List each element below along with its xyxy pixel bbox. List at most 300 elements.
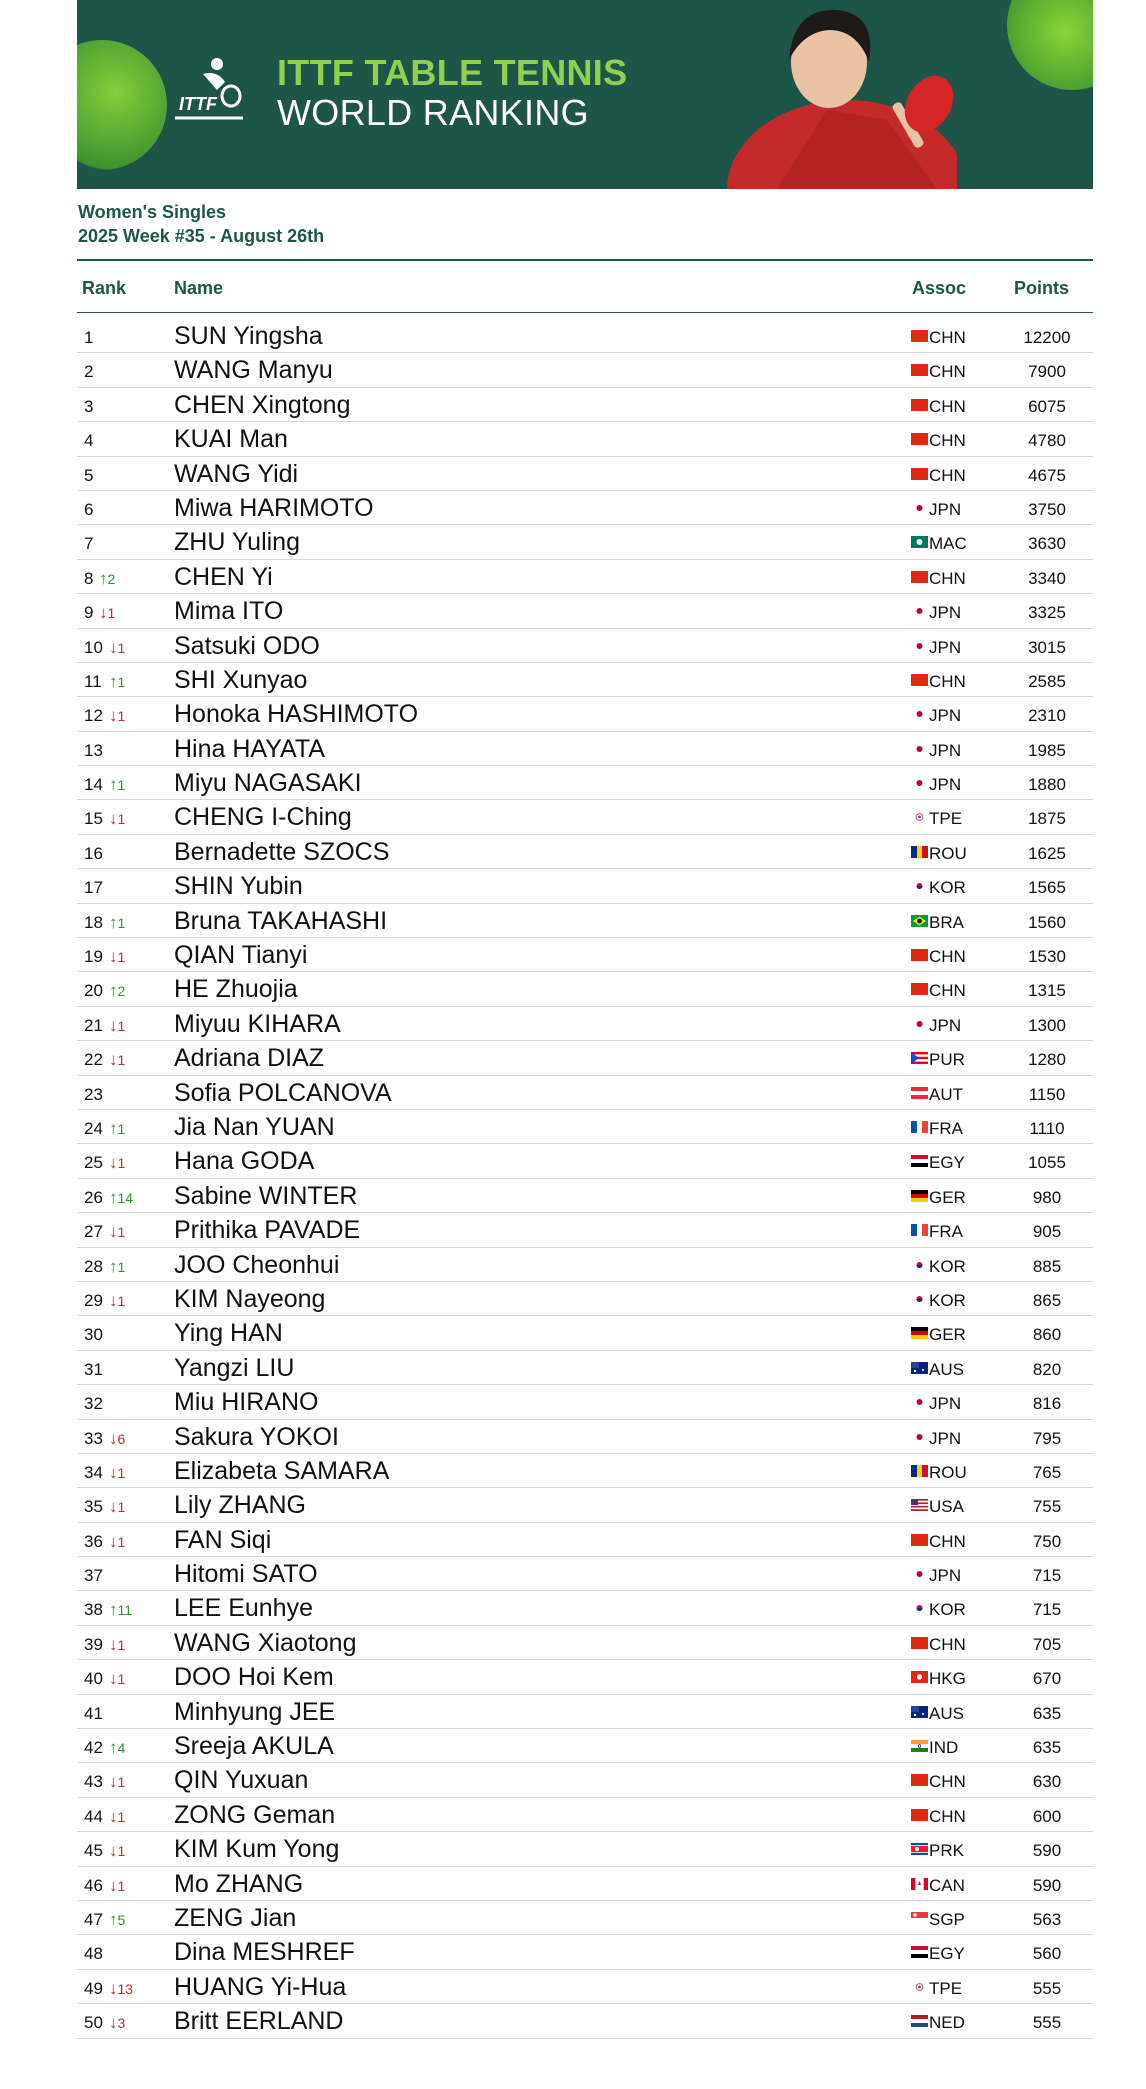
association-code: FRA — [929, 1222, 963, 1242]
player-name: KIM Nayeong — [174, 1284, 326, 1313]
table-row — [77, 800, 1093, 834]
table-row — [77, 1420, 1093, 1454]
rank-number: 13 — [84, 740, 103, 760]
player-name: Sabine WINTER — [174, 1181, 358, 1210]
table-row — [77, 525, 1093, 559]
rank-down-change — [109, 1532, 125, 1552]
rank-down-change — [109, 1429, 125, 1449]
table-row — [77, 1385, 1093, 1419]
rank-number: 25 — [84, 1153, 103, 1173]
association-code: GER — [929, 1187, 966, 1207]
table-row — [77, 1901, 1093, 1935]
player-name: Miyuu KIHARA — [174, 1009, 341, 1038]
arrow-up-icon: ↑ — [109, 775, 118, 795]
flag-icon — [911, 2015, 928, 2027]
divider — [77, 312, 1093, 313]
association-code: FRA — [929, 1118, 963, 1138]
rank-up-change — [109, 1188, 133, 1208]
player-name: Bruna TAKAHASHI — [174, 906, 388, 935]
arrow-up-icon: ↑ — [109, 1256, 118, 1276]
rank-number: 27 — [84, 1222, 103, 1242]
rank-down-change — [109, 1669, 125, 1689]
table-row — [77, 1248, 1093, 1282]
player-name: ZONG Geman — [174, 1800, 336, 1829]
player-name: JOO Cheonhui — [174, 1250, 340, 1279]
ranking-points: 590 — [1032, 1841, 1062, 1861]
flag-icon — [911, 1809, 928, 1821]
ranking-points: 635 — [1032, 1738, 1062, 1758]
flag-icon — [911, 1052, 928, 1064]
table-row — [77, 1867, 1093, 1901]
arrow-down-icon: ↓ — [109, 1669, 118, 1689]
rank-change-value: 1 — [117, 1258, 126, 1275]
ranking-points: 1985 — [1028, 740, 1066, 760]
player-name: Dina MESHREF — [174, 1938, 355, 1967]
player-name: Satsuki ODO — [174, 631, 320, 660]
decor-circle — [1007, 0, 1093, 90]
rank-number: 43 — [84, 1772, 103, 1792]
rank-number: 11 — [84, 671, 102, 691]
table-row — [77, 972, 1093, 1006]
ranking-points: 7900 — [1028, 362, 1066, 382]
rank-number: 39 — [84, 1634, 103, 1654]
rank-number: 40 — [84, 1669, 103, 1689]
ranking-points: 1110 — [1029, 1118, 1065, 1138]
player-name: KIM Kum Yong — [174, 1835, 340, 1864]
flag-icon — [911, 433, 928, 445]
rank-number: 48 — [84, 1944, 103, 1964]
rank-change-value: 1 — [117, 1120, 126, 1137]
table-row — [77, 1282, 1093, 1316]
player-name: QIN Yuxuan — [174, 1766, 309, 1795]
rank-change-value: 1 — [117, 811, 126, 828]
association-code: PRK — [929, 1841, 964, 1861]
player-name: ZHU Yuling — [174, 528, 300, 557]
arrow-down-icon: ↓ — [109, 809, 118, 829]
rank-up-change — [109, 981, 125, 1001]
player-name: Miu HIRANO — [174, 1388, 319, 1417]
player-name: Yangzi LIU — [174, 1353, 295, 1382]
ranking-points: 670 — [1032, 1669, 1062, 1689]
flag-icon — [911, 949, 928, 961]
table-row — [77, 1591, 1093, 1625]
rank-change-value: 1 — [117, 1671, 126, 1688]
rank-number: 23 — [84, 1084, 103, 1104]
rank-change-value: 1 — [117, 914, 126, 931]
player-name: Prithika PAVADE — [174, 1216, 361, 1245]
rank-down-change — [109, 1497, 125, 1517]
ittf-logo — [173, 56, 245, 126]
rank-up-change — [109, 1257, 125, 1277]
ranking-points: 980 — [1032, 1187, 1062, 1207]
banner-title-line1: ITTF TABLE TENNIS — [277, 52, 628, 93]
rank-change-value: 1 — [117, 673, 126, 690]
table-row — [77, 1523, 1093, 1557]
flag-icon — [911, 399, 928, 411]
player-name: Bernadette SZOCS — [174, 837, 390, 866]
flag-icon — [911, 880, 928, 892]
arrow-up-icon: ↑ — [109, 1118, 118, 1138]
player-name: CHENG I-Ching — [174, 803, 352, 832]
flag-icon — [911, 1740, 928, 1752]
table-row — [77, 766, 1093, 800]
flag-icon — [911, 1671, 928, 1683]
ranking-table — [77, 319, 1093, 2039]
ranking-points: 4675 — [1028, 465, 1066, 485]
association-code: AUS — [929, 1359, 964, 1379]
table-row — [77, 353, 1093, 387]
rank-change-value: 1 — [117, 1499, 126, 1516]
table-row — [77, 835, 1093, 869]
association-code: SGP — [929, 1909, 965, 1929]
flag-icon — [911, 1465, 928, 1477]
table-row — [77, 422, 1093, 456]
rank-change-value: 6 — [117, 1430, 126, 1447]
rank-down-change — [109, 706, 125, 726]
flag-icon — [911, 1946, 928, 1958]
category-title: Women's Singles — [78, 202, 226, 222]
table-row — [77, 1179, 1093, 1213]
association-code: CHN — [929, 1531, 966, 1551]
association-code: KOR — [929, 1256, 966, 1276]
ranking-points: 3630 — [1028, 534, 1066, 554]
ranking-points: 705 — [1032, 1634, 1062, 1654]
flag-icon — [911, 605, 928, 617]
arrow-up-icon: ↑ — [109, 1738, 118, 1758]
arrow-down-icon: ↓ — [109, 1634, 118, 1654]
ranking-points: 600 — [1032, 1806, 1062, 1826]
rank-number: 37 — [84, 1566, 103, 1586]
player-name: Lily ZHANG — [174, 1491, 306, 1520]
association-code: CHN — [929, 396, 966, 416]
table-row — [77, 1970, 1093, 2004]
rank-down-change — [109, 1291, 125, 1311]
ranking-points: 630 — [1032, 1772, 1062, 1792]
rank-change-value: 13 — [117, 1980, 134, 1997]
table-row — [77, 1213, 1093, 1247]
banner-title-line2: WORLD RANKING — [277, 92, 589, 133]
association-code: BRA — [929, 912, 964, 932]
ranking-points: 816 — [1032, 1394, 1062, 1414]
association-code: CHN — [929, 981, 966, 1001]
flag-icon — [911, 1155, 928, 1167]
player-name: Miyu NAGASAKI — [174, 769, 362, 798]
rank-change-value: 2 — [107, 570, 116, 587]
decor-circle — [77, 40, 167, 170]
rank-change-value: 11 — [117, 1602, 133, 1619]
ranking-points: 885 — [1032, 1256, 1062, 1276]
arrow-down-icon: ↓ — [109, 637, 118, 657]
player-photo — [717, 0, 957, 189]
rank-number: 34 — [84, 1462, 103, 1482]
rank-down-change — [109, 1841, 125, 1861]
rank-change-value: 1 — [117, 1533, 126, 1550]
association-code: CHN — [929, 362, 966, 382]
ranking-points: 1880 — [1028, 775, 1066, 795]
rank-change-value: 2 — [117, 983, 126, 1000]
flag-icon — [911, 743, 928, 755]
rank-change-value: 4 — [117, 1740, 126, 1757]
ranking-points: 1625 — [1028, 843, 1066, 863]
rank-change-value: 1 — [117, 1224, 126, 1241]
rank-change-value: 1 — [117, 1774, 126, 1791]
rank-down-change — [109, 1016, 125, 1036]
rank-number: 17 — [84, 878, 103, 898]
ranking-points: 1565 — [1028, 878, 1066, 898]
flag-icon — [911, 1362, 928, 1374]
flag-icon — [911, 1534, 928, 1546]
rank-number: 41 — [84, 1703, 103, 1723]
flag-icon — [911, 468, 928, 480]
association-code: JPN — [929, 637, 962, 657]
arrow-up-icon: ↑ — [109, 1187, 118, 1207]
table-row — [77, 1695, 1093, 1729]
table-row — [77, 1557, 1093, 1591]
rank-change-value: 5 — [117, 1911, 126, 1928]
rank-number: 15 — [84, 809, 103, 829]
ranking-points: 555 — [1032, 2013, 1062, 2033]
player-name: Hana GODA — [174, 1147, 315, 1176]
arrow-down-icon: ↓ — [109, 1015, 118, 1035]
player-name: Minhyung JEE — [174, 1697, 336, 1726]
flag-icon — [911, 1706, 928, 1718]
rank-number: 24 — [84, 1118, 103, 1138]
flag-icon — [911, 1018, 928, 1030]
rank-up-change — [109, 913, 125, 933]
rank-number: 4 — [84, 431, 94, 451]
table-row — [77, 1626, 1093, 1660]
table-row — [77, 1660, 1093, 1694]
table-row — [77, 1454, 1093, 1488]
association-code: GER — [929, 1325, 966, 1345]
ranking-points: 1315 — [1028, 981, 1066, 1001]
ranking-points: 3015 — [1028, 637, 1066, 657]
table-row — [77, 1110, 1093, 1144]
player-name: Ying HAN — [174, 1319, 283, 1348]
ranking-points: 820 — [1032, 1359, 1062, 1379]
ranking-points: 715 — [1032, 1566, 1062, 1586]
divider — [77, 259, 1093, 261]
rank-down-change — [109, 1979, 133, 1999]
rank-number: 36 — [84, 1531, 103, 1551]
table-row — [77, 1798, 1093, 1832]
association-code: USA — [929, 1497, 964, 1517]
association-code: AUT — [929, 1084, 963, 1104]
flag-icon — [911, 1912, 928, 1924]
association-code: CHN — [929, 328, 966, 347]
ranking-points: 1055 — [1028, 1153, 1066, 1173]
flag-icon — [911, 1499, 928, 1511]
arrow-up-icon: ↑ — [109, 1909, 118, 1929]
arrow-down-icon: ↓ — [109, 1153, 118, 1173]
player-name: Jia Nan YUAN — [174, 1112, 335, 1141]
rank-number: 20 — [84, 981, 103, 1001]
ranking-points: 1875 — [1028, 809, 1066, 829]
table-row — [77, 319, 1093, 353]
association-code: CHN — [929, 1806, 966, 1826]
arrow-down-icon: ↓ — [109, 1841, 118, 1861]
flag-icon — [911, 1843, 928, 1855]
flag-icon — [911, 536, 928, 548]
rank-down-change — [109, 1772, 125, 1792]
player-name: Adriana DIAZ — [174, 1044, 325, 1073]
flag-icon — [911, 1878, 928, 1890]
flag-icon — [911, 1981, 928, 1993]
ranking-points: 865 — [1032, 1290, 1062, 1310]
table-row — [77, 491, 1093, 525]
rank-number: 42 — [84, 1738, 103, 1758]
rank-up-change — [99, 569, 115, 589]
player-name: LEE Eunhye — [174, 1594, 313, 1623]
flag-icon — [911, 674, 928, 686]
association-code: JPN — [929, 775, 962, 795]
table-row — [77, 1076, 1093, 1110]
rank-change-value: 1 — [117, 1808, 126, 1825]
table-row — [77, 938, 1093, 972]
rank-change-value: 3 — [117, 2015, 126, 2032]
rank-change-value: 1 — [117, 1843, 126, 1860]
table-row — [77, 1144, 1093, 1178]
rank-change-value: 1 — [117, 708, 126, 725]
flag-icon — [911, 1224, 928, 1236]
table-row — [77, 732, 1093, 766]
rank-change-value: 1 — [117, 1292, 126, 1309]
rank-number: 8 — [84, 568, 94, 588]
arrow-down-icon: ↓ — [109, 1875, 118, 1895]
arrow-up-icon: ↑ — [109, 912, 118, 932]
arrow-down-icon: ↓ — [109, 706, 118, 726]
rank-down-change — [109, 1635, 125, 1655]
association-code: MAC — [929, 534, 967, 554]
rank-number: 50 — [84, 2013, 103, 2033]
player-name: Honoka HASHIMOTO — [174, 700, 419, 729]
rank-change-value: 14 — [117, 1189, 134, 1206]
rank-up-change — [109, 1600, 132, 1620]
player-name: SUN Yingsha — [174, 322, 323, 350]
arrow-down-icon: ↓ — [109, 1428, 118, 1448]
rank-down-change — [109, 1050, 125, 1070]
player-name: Hitomi SATO — [174, 1560, 318, 1589]
rank-number: 12 — [84, 706, 103, 726]
player-name: QIAN Tianyi — [174, 941, 308, 970]
flag-icon — [911, 502, 928, 514]
rank-down-change — [109, 1463, 125, 1483]
player-name: HE Zhuojia — [174, 975, 298, 1004]
association-code: ROU — [929, 1462, 967, 1482]
ranking-points: 755 — [1032, 1497, 1062, 1517]
column-header-name: Name — [174, 278, 224, 298]
player-name: CHEN Yi — [174, 562, 273, 591]
flag-icon — [911, 1259, 928, 1271]
rank-number: 26 — [84, 1187, 103, 1207]
ranking-banner — [77, 0, 1093, 189]
association-code: CHN — [929, 465, 966, 485]
ranking-points: 560 — [1032, 1944, 1062, 1964]
rank-up-change — [109, 1119, 125, 1139]
table-row — [77, 1007, 1093, 1041]
player-name: HUANG Yi-Hua — [174, 1972, 347, 2001]
ranking-points: 2310 — [1028, 706, 1066, 726]
ranking-points: 12200 — [1023, 328, 1071, 347]
logo-text: ITTF — [179, 94, 217, 114]
rank-change-value: 1 — [117, 639, 126, 656]
association-code: KOR — [929, 1600, 966, 1620]
table-row — [77, 1041, 1093, 1075]
rank-down-change — [109, 638, 125, 658]
rank-number: 31 — [84, 1359, 103, 1379]
association-code: TPE — [929, 809, 963, 829]
association-code: CAN — [929, 1875, 965, 1895]
association-code: JPN — [929, 603, 962, 623]
association-code: ROU — [929, 843, 967, 863]
flag-icon — [911, 811, 928, 823]
association-code: KOR — [929, 878, 966, 898]
rank-change-value: 1 — [117, 1155, 126, 1172]
rank-number: 32 — [84, 1394, 103, 1414]
rank-number: 7 — [84, 534, 94, 554]
rank-change-value: 1 — [117, 1636, 126, 1653]
rank-number: 33 — [84, 1428, 103, 1448]
rank-number: 16 — [84, 843, 103, 863]
rank-number: 19 — [84, 947, 103, 967]
player-name: WANG Manyu — [174, 356, 333, 385]
player-name: Sakura YOKOI — [174, 1422, 339, 1451]
player-name: Sreeja AKULA — [174, 1732, 334, 1761]
arrow-up-icon: ↑ — [109, 1600, 118, 1620]
flag-icon — [911, 846, 928, 858]
table-row — [77, 1832, 1093, 1866]
column-header-rank: Rank — [82, 278, 127, 298]
association-code: CHN — [929, 568, 966, 588]
player-name: FAN Siqi — [174, 1525, 272, 1554]
rank-number: 3 — [84, 396, 94, 416]
ranking-points: 1300 — [1028, 1015, 1066, 1035]
rank-number: 21 — [84, 1015, 103, 1035]
arrow-down-icon: ↓ — [109, 1222, 118, 1242]
rank-number: 28 — [84, 1256, 103, 1276]
table-row — [77, 388, 1093, 422]
player-name: Britt EERLAND — [174, 2007, 344, 2036]
player-name: CHEN Xingtong — [174, 390, 351, 419]
player-name: Hina HAYATA — [174, 734, 325, 763]
association-code: HKG — [929, 1669, 966, 1689]
association-code: JPN — [929, 1394, 962, 1414]
table-row — [77, 629, 1093, 663]
rank-number: 29 — [84, 1290, 103, 1310]
player-name: SHI Xunyao — [174, 665, 308, 694]
player-name: Mima ITO — [174, 597, 284, 626]
ranking-points: 4780 — [1028, 431, 1066, 451]
arrow-down-icon: ↓ — [109, 1497, 118, 1517]
rank-number: 14 — [84, 775, 103, 795]
table-row — [77, 1351, 1093, 1385]
rank-change-value: 1 — [117, 777, 126, 794]
arrow-down-icon: ↓ — [109, 2013, 118, 2033]
table-row — [77, 594, 1093, 628]
rank-up-change — [109, 775, 125, 795]
flag-icon — [911, 1568, 928, 1580]
arrow-up-icon: ↑ — [109, 981, 118, 1001]
flag-icon — [911, 571, 928, 583]
ranking-points: 590 — [1032, 1875, 1062, 1895]
association-code: KOR — [929, 1290, 966, 1310]
player-name: ZENG Jian — [174, 1903, 297, 1932]
rank-number: 45 — [84, 1841, 103, 1861]
flag-icon — [911, 983, 928, 995]
rank-up-change — [109, 1738, 125, 1758]
association-code: CHN — [929, 947, 966, 967]
rank-number: 46 — [84, 1875, 103, 1895]
